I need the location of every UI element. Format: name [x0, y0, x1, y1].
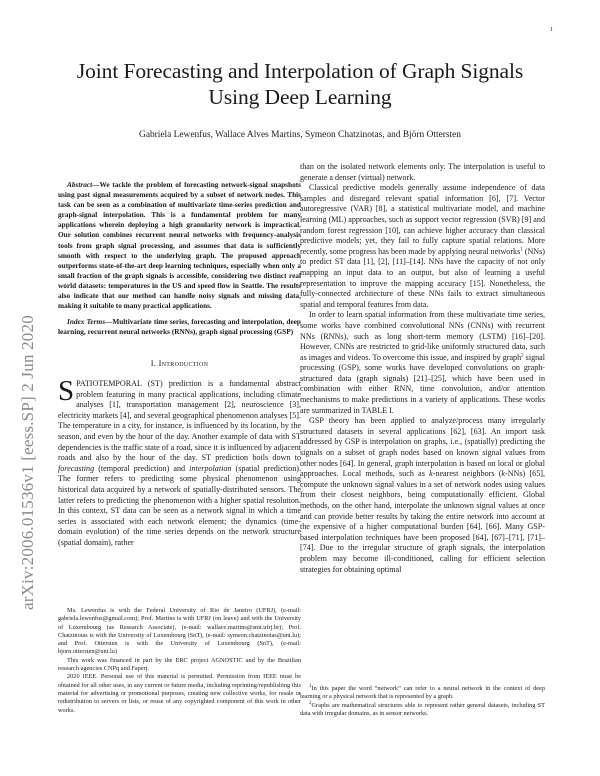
math-k: k	[429, 469, 433, 479]
footnote-text: In this paper the word “network” can refer to a neural network in the context of deep learning or a physical network that is represented by a graph.	[300, 685, 545, 701]
footnote-mark: 1	[309, 683, 312, 689]
footnote-ref-2[interactable]: 2	[521, 353, 524, 358]
index-terms-label: Index Terms	[67, 317, 106, 327]
intro-paragraph-3	[300, 310, 545, 416]
intro-paragraph-1-continued: than on the isolated network elements only. The interpolation is useful to generate a denser (virtual) network.	[300, 162, 545, 182]
term-interpolation: interpolation	[189, 463, 232, 473]
right-footnotes	[300, 685, 545, 718]
title-line-1: Joint Forecasting and Interpolation of Graph Signals	[76, 59, 524, 83]
arxiv-identifier-stamp: arXiv:2006.01536v1 [eess.SP] 2 Jun 2020	[18, 315, 37, 610]
index-terms	[58, 317, 301, 337]
term-forecasting: forecasting	[58, 463, 95, 473]
paper-title	[0, 58, 600, 110]
footnote-mark: 2	[309, 700, 312, 706]
footnote-1	[300, 685, 545, 702]
intro-paragraph-4	[300, 416, 545, 575]
footnote-ref-1[interactable]: 1	[520, 247, 523, 253]
footnote-text: Graphs are mathematical structures able to represent rather general datasets, including ST data with irregular domains, as in sensor networks.	[300, 701, 545, 717]
title-line-2: Using Deep Learning	[208, 85, 392, 109]
abstract	[58, 180, 301, 311]
page-number: 1	[550, 27, 553, 33]
funding-footnote: This work was financed in part by the ERC project AGNOSTIC and by the Brazilian research agencies CNPq and Faperj.	[58, 656, 301, 673]
index-terms-text: —Multivariate time series, forecasting and interpolation, deep learning, recurrent neural networks (RNNs), graph signal processing (GSP)	[58, 317, 301, 337]
intro-text: GSP theory has been applied to analyze/process many irregularly structured datasets in several applications [62], [63]. An import task addressed by GSP is interpolation on graphs, i.e., (spatially) predicting the signals on a subset of graph nodes based on known signal values from other nodes [64]. In general, graph interpolation is based on local or global approaches. Local methods, such as	[300, 416, 545, 479]
intro-text: (spatial prediction). The former refers to predicting some physical phenomenon using historical data acquired by a network of spatially-distributed sensors. The latter refers to predicting the phenomenon with a higher spatial resolution. In this context, ST data can be seen as a network signal in which a time series is associated with each network element; the dynamics (time-domain evolution) of the time series depends on the network structure (spatial domain), rather	[58, 463, 301, 547]
section-title: Introduction	[158, 359, 209, 369]
math-k: k	[501, 469, 506, 479]
section-heading-introduction	[58, 359, 301, 370]
intro-text: (temporal prediction) and	[94, 463, 190, 473]
drop-cap: S	[58, 375, 75, 407]
intro-text: Classical predictive models generally assume independence of data samples and disregard relevant spatial information [6], [7]. Vector autoregressive (VAR) [8], a statistical multivariate model, and machine learning (ML) approaches, such as support vector regression (SVR) [9] and random forest regression [10], can achieve higher accuracy than classical predictive models; yet, they fail to fully capture spatial relations. More recently, some progress has been made by applying neural networks	[300, 183, 545, 256]
abstract-label: Abstract	[67, 180, 93, 189]
section-number: I.	[150, 359, 157, 369]
left-column	[58, 180, 301, 549]
left-footnotes	[58, 607, 301, 715]
intro-text: -nearest neighbors (	[432, 469, 502, 479]
intro-text: In order to learn spatial information from these multivariate time series, some works have combined convolutional NNs (CNNs) with recurrent NNs (RNNs), such as long short-term memory (LSTM) [16]–[20]. However, CNNs are restricted to grid-like uniformly structured data, such as images and videos. To overcome this issue, and inspired by graph	[300, 310, 545, 362]
right-column	[300, 162, 545, 575]
copyright-footnote: 2020 IEEE. Personal use of this material is permitted. Permission from IEEE must be obtained for all other uses, in any current or future media, including reprinting/republishing this material for advertising or promotional purposes, creating new collective works, for resale or redistribution to servers or lists, or reuse of any copyrighted component of this work in other works.	[58, 673, 301, 714]
intro-text: (NNs) to predict ST data [1], [2], [11]–[14]. NNs have the capacity of not only mapping an input data to an output, but also of learning a useful representation to improve the mapping accuracy [15]. Nonetheless, the fully-connected architecture of these NNs fails to extract simultaneous spatial and temporal features from data.	[300, 246, 545, 309]
abstract-text: —We tackle the problem of forecasting network-signal snapshots using past signal measurements acquired by a subset of network nodes. This task can be seen as a combination of multivariate time-series prediction and graph-signal interpolation. This is a fundamental problem for many applications wherein deploying a high granularity network is impractical. Our solution combines recurrent neural networks with frequency-analysis tools from graph signal processing, and assumes that data is sufficiently smooth with respect to the underlying graph. The proposed approach outperforms state-of-the-art deep learning techniques, especially when only a small fraction of the graph signals is accessible, considering two distinct real world datasets: temperatures in the US and speed flow in Seattle. The results also indicate that our method can handle noisy signals and missing data, making it suitable to many practical applications.	[58, 180, 301, 311]
intro-text: -NNs) [65], compute the unknown signal values in a set of network nodes using values from their closest neighbors, being computationally efficient. Global methods, on the other hand, interpolate the unknown signal values at once and can provide better results by taking the entire network into account at the expensive of a higher computational burden [64], [66]. Many GSP-based interpolation techniques have been proposed [64], [67]–[71], [71]–[74]. Due to the irregular structure of graph signals, the interpolation problem may become ill-conditioned, calling for efficient selection strategies for obtaining optimal	[300, 469, 545, 574]
author-affiliations-footnote: Ms. Lewenfus is with the Federal University of Rio de Janeiro (UFRJ), (e-mail: gabriela.lewenfus@gmail.com); Prof. Martins is with UFRJ (on leave) and with the University of Luxembourg (as Research Associate), (e-mail: wallace.martins@smt.ufrj.br); Prof. Chatzinotas is with the University of Luxembourg (SnT), (e-mail: symeon.chatzinotas@uni.lu); and Prof. Ottersten is with the University of Luxembourg (SnT), (e-mail: bjorn.ottersten@uni.lu)	[58, 607, 301, 656]
author-list: Gabriela Lewenfus, Wallace Alves Martins, Symeon Chatzinotas, and Björn Ottersten	[139, 130, 461, 140]
intro-text: signal processing (GSP), some works have developed convolutions on graph-structured data (graph signals) [21]–[25], which have been used in combination with either RNN, time convolution, and/or attention mechanisms to make predictions in a variety of applications. These works are summarized in TABLE I.	[300, 352, 546, 415]
intro-paragraph-2	[300, 183, 545, 310]
intro-paragraph-1	[58, 375, 301, 549]
intro-text: PATIOTEMPORAL (ST) prediction is a fundamental abstract problem featuring in many practical applications, including climate analyses [1], transportation management [2], neuroscience [3], electricity markets [4], and several geographical phenomenon analyses [5]. The temperature in a city, for instance, is influenced by its location, by the season, and even by the hour of the day. Another example of data with ST dependencies is the traffic state of a road, since it is influenced by adjacent roads and also by the hour of the day. ST prediction boils down to	[58, 379, 301, 463]
footnote-2	[300, 702, 545, 719]
